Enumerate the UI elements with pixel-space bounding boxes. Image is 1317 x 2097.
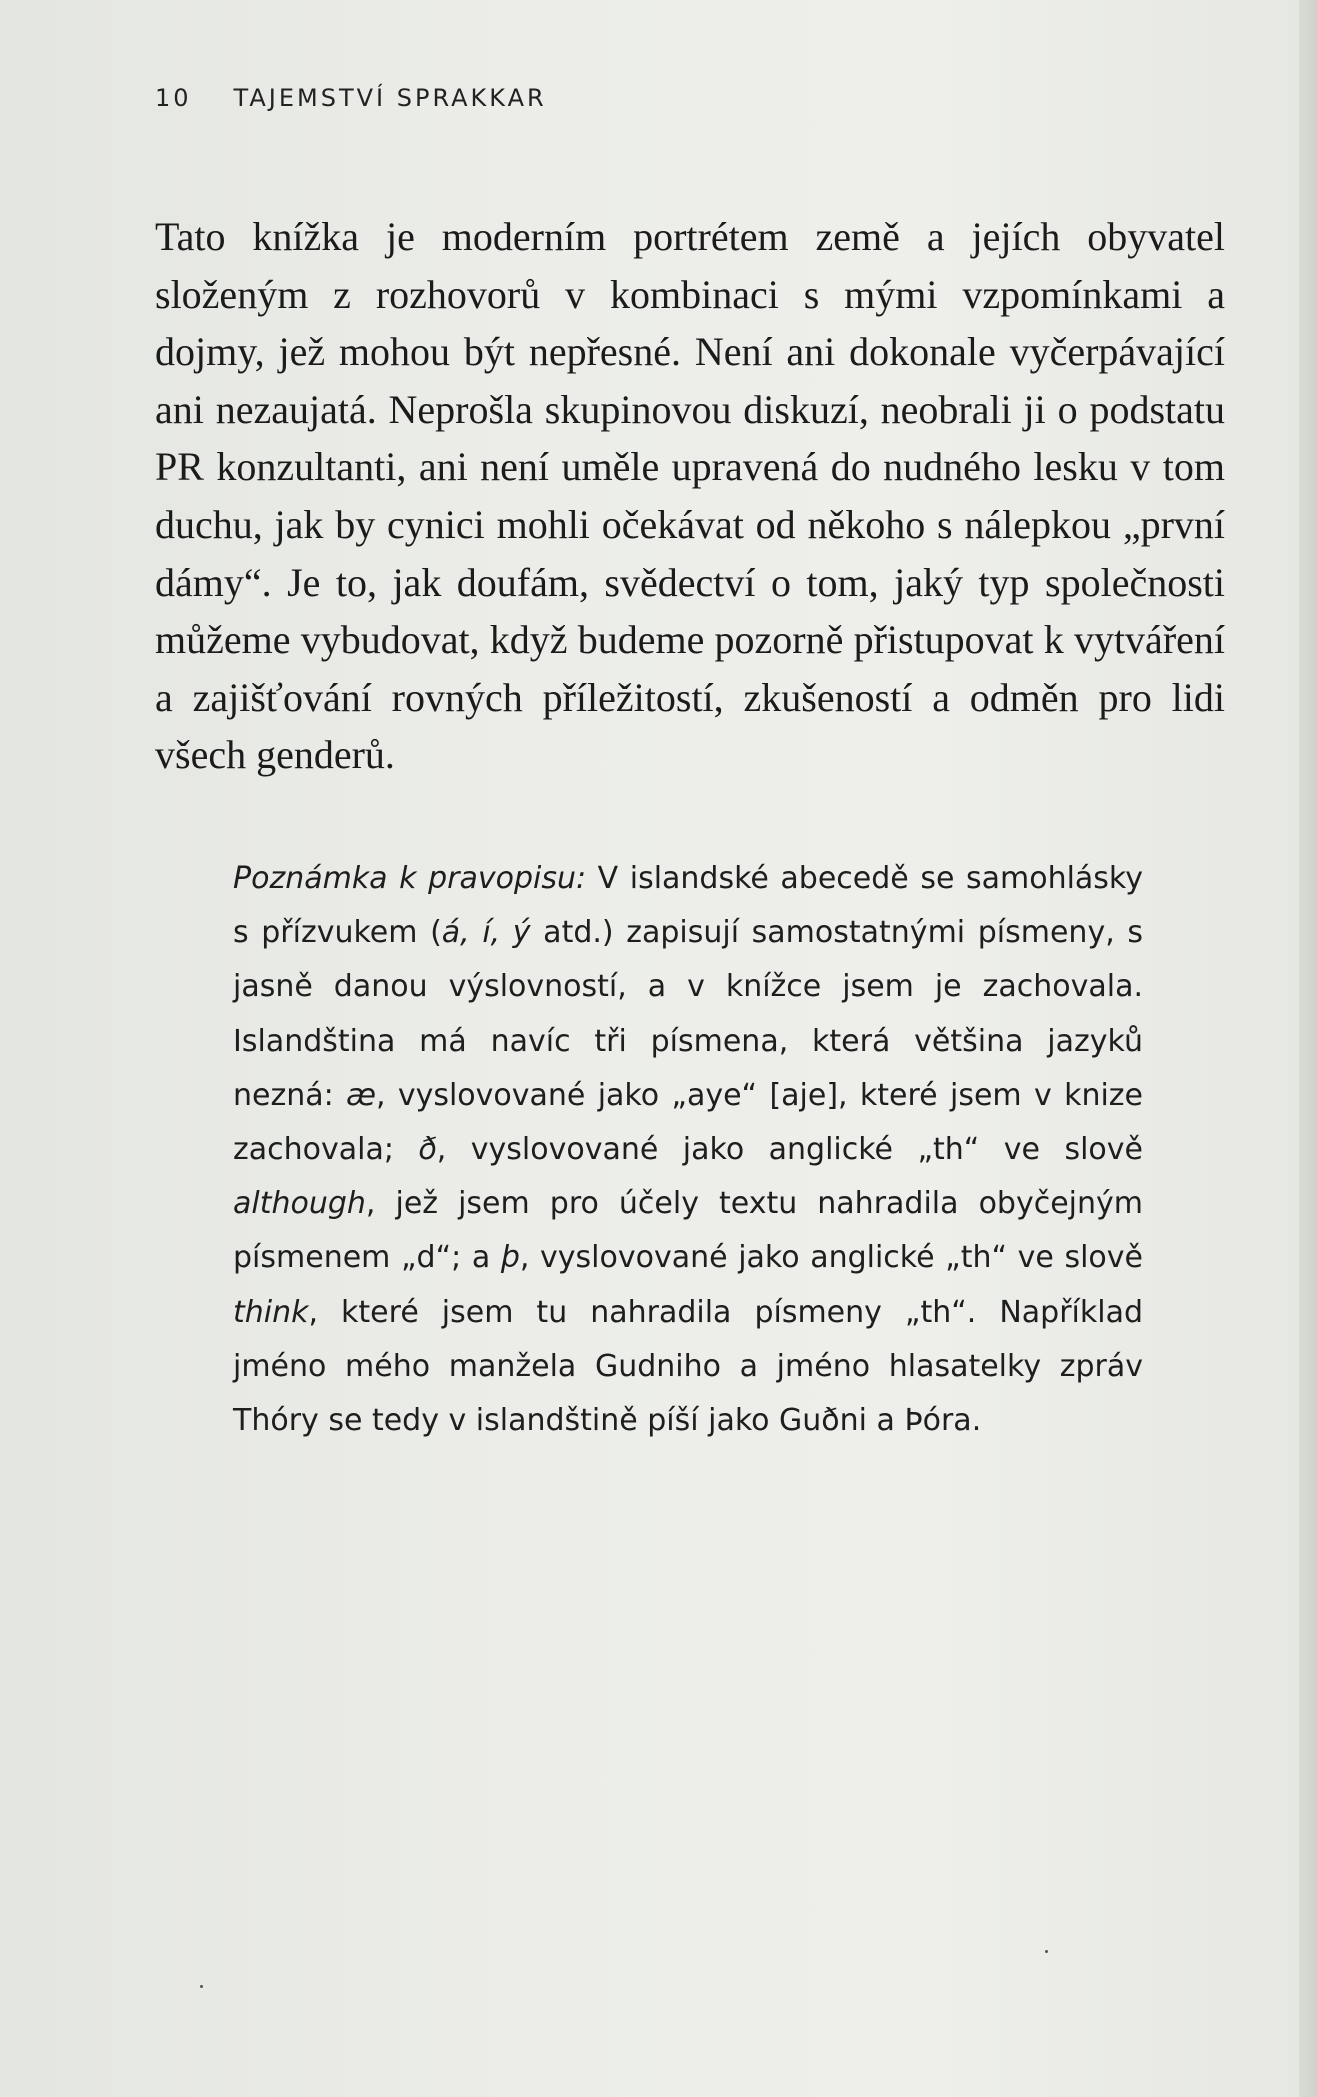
note-italic-eth: ð [418, 1132, 437, 1168]
note-italic-ae: æ [346, 1077, 376, 1113]
paper-speck [200, 1985, 203, 1988]
note-text-7: , které jsem tu nahradila písmeny „th“. Například jméno mého manžela Gudniho a jméno hlasatelky zpráv Thóry se tedy v islandštině píší jako Guðni a Þóra. [233, 1294, 1143, 1439]
page-number: 10 [155, 84, 192, 112]
spelling-note [233, 852, 1143, 1448]
note-text-2: atd.) zapisují samostatnými písmeny, s jasně danou výslovností, a v knížce jsem je zachovala. Islandština má navíc tři písmena, která většina jazyků nezná: [233, 915, 1143, 1113]
paper-speck [1045, 1950, 1048, 1953]
running-title: TAJEMSTVÍ SPRAKKAR [233, 84, 547, 112]
note-text-5: , jež jsem pro účely textu nahradila obyčejným písmenem „d“; a [233, 1186, 1143, 1276]
note-text-4: , vyslovované jako anglické „th“ ve slově [436, 1132, 1143, 1168]
note-text-1: V islandské abecedě se samohlásky s přízvukem ( [233, 861, 1143, 951]
note-italic-although: although [233, 1186, 366, 1222]
note-italic-accents: á, í, ý [441, 915, 531, 951]
note-text-6: , vyslovované jako anglické „th“ ve slově [519, 1240, 1143, 1276]
note-italic-think: think [233, 1294, 309, 1330]
page-edge-shadow [1299, 0, 1317, 2097]
note-label: Poznámka k pravopisu: [233, 861, 587, 896]
running-header [155, 84, 547, 112]
note-text-3: , vyslovované jako „aye“ [aje], které jsem v knize zachovala; [233, 1077, 1143, 1168]
main-paragraph: Tato knížka je moderním portrétem země a jejích obyvatel složeným z rozhovorů v kombinaci s mými vzpomínkami a dojmy, jež mohou být nepřesné. Není ani dokonale vyčerpávající ani nezaujatá. Neprošla skupinovou diskuzí, neobrali ji o podstatu PR konzultanti, ani není uměle upravená do nudného lesku v tom duchu, jak by cynici mohli očekávat od někoho s nálepkou „první dámy“. Je to, jak doufám, svědectví o tom, jaký typ společnosti můžeme vybudovat, když budeme pozorně přistupovat k vytváření a zajišťování rovných příležitostí, zkušeností a odměn pro lidi všech genderů. [155, 214, 1225, 778]
note-italic-thorn: þ [500, 1240, 520, 1276]
